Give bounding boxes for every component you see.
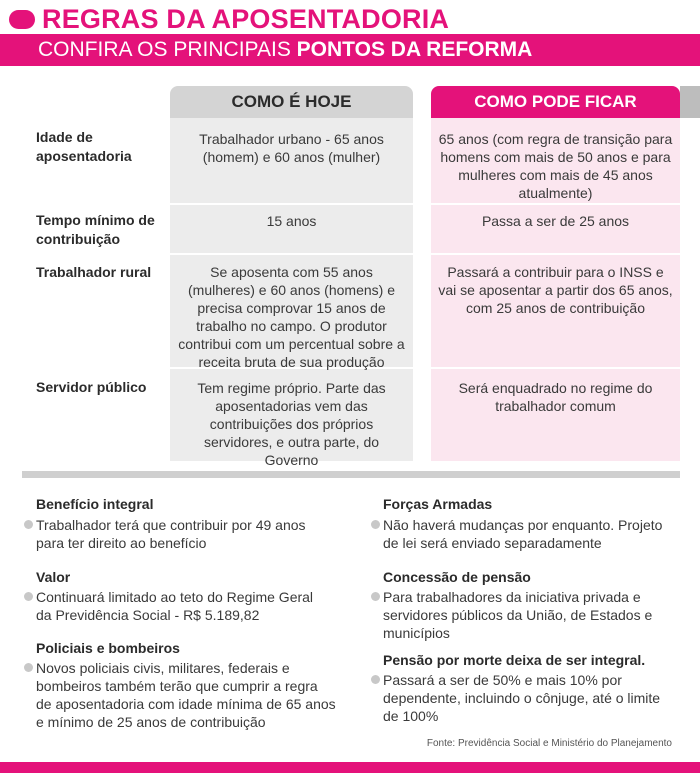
note-title-forcas: Forças Armadas	[383, 496, 493, 512]
cell-current-idade: Trabalhador urbano - 65 anos (homem) e 60 anos (mulher)	[199, 131, 384, 165]
subtitle-bar	[0, 34, 700, 66]
footer-bar	[0, 762, 700, 773]
note-title-beneficio: Benefício integral	[36, 496, 154, 512]
cell-proposed-rural: Passará a contribuir para o INSS e vai se aposentar a partir dos 65 anos, com 25 anos de contribuição	[438, 264, 673, 316]
cell-proposed-tempo: Passa a ser de 25 anos	[481, 213, 630, 229]
header-end-bar	[680, 86, 700, 118]
note-valor	[24, 588, 331, 624]
cell-proposed-idade: 65 anos (com regra de transição para homens com mais de 50 anos e para mulheres com mais de 45 anos atualmente)	[438, 131, 673, 201]
bullet-icon	[371, 592, 380, 601]
bullet-icon	[24, 592, 33, 601]
note-text-morte: Passará a ser de 50% e mais 10% por dependente, incluindo o cônjuge, até o limite de 100%	[383, 672, 661, 724]
row-divider	[28, 253, 680, 255]
note-title-morte: Pensão por morte deixa de ser integral.	[383, 652, 646, 668]
column-header-proposed: COMO PODE FICAR	[431, 86, 680, 118]
page-title: REGRAS DA APOSENTADORIA	[42, 4, 450, 34]
note-beneficio	[24, 516, 336, 552]
note-pensao	[371, 588, 668, 642]
note-text-pensao: Para trabalhadores da iniciativa privada e servidores públicos da União, de Estados e municípios	[383, 589, 653, 641]
bullet-icon	[24, 663, 33, 672]
note-text-policiais: Novos policiais civis, militares, federais e bombeiros também terão que cumprir a regra de aposentadoria com idade mínima de 65 anos e mínimo de 25 anos de contribuição	[36, 660, 336, 730]
cell-current-tempo: 15 anos	[266, 213, 317, 229]
note-text-forcas: Não haverá mudanças por enquanto. Projeto de lei será enviado separadamente	[383, 517, 663, 551]
row-label-idade: Idade de aposentadoria	[36, 129, 132, 164]
note-text-beneficio: Trabalhador terá que contribuir por 49 anos para ter direito ao benefício	[36, 517, 306, 551]
bullet-icon	[371, 675, 380, 684]
title-bullet-icon	[9, 10, 35, 29]
cell-current-rural: Se aposenta com 55 anos (mulheres) e 60 anos (homens) e precisa comprovar 15 anos de trabalho no campo. O produtor contribui com um percentual sobre a receita bruta de sua produção	[178, 264, 405, 370]
note-text-valor: Continuará limitado ao teto do Regime Geral da Previdência Social - R$ 5.189,82	[36, 589, 314, 623]
cell-proposed-servidor: Será enquadrado no regime do trabalhador comum	[458, 380, 653, 414]
bullet-icon	[24, 520, 33, 529]
note-title-valor: Valor	[36, 569, 71, 585]
section-divider	[22, 471, 680, 478]
column-header-current: COMO É HOJE	[170, 86, 413, 118]
page-subtitle	[38, 34, 532, 66]
bullet-icon	[371, 520, 380, 529]
source-credit: Fonte: Previdência Social e Ministério do Planejamento	[426, 738, 672, 749]
note-title-policiais: Policiais e bombeiros	[36, 640, 180, 656]
note-morte	[371, 671, 663, 725]
cell-current-servidor: Tem regime próprio. Parte das aposentadorias vem das contribuições dos próprios servidores, e outra parte, do Governo	[197, 380, 386, 468]
note-title-pensao: Concessão de pensão	[383, 569, 531, 585]
subtitle-normal: CONFIRA OS PRINCIPAIS	[38, 38, 297, 61]
note-policiais	[24, 659, 336, 731]
note-forcas	[371, 516, 668, 552]
row-label-servidor: Servidor público	[36, 379, 147, 395]
row-label-tempo: Tempo mínimo de contribuição	[36, 212, 155, 247]
row-label-rural: Trabalhador rural	[36, 264, 152, 280]
row-divider	[28, 203, 680, 205]
subtitle-bold: PONTOS DA REFORMA	[296, 38, 533, 61]
